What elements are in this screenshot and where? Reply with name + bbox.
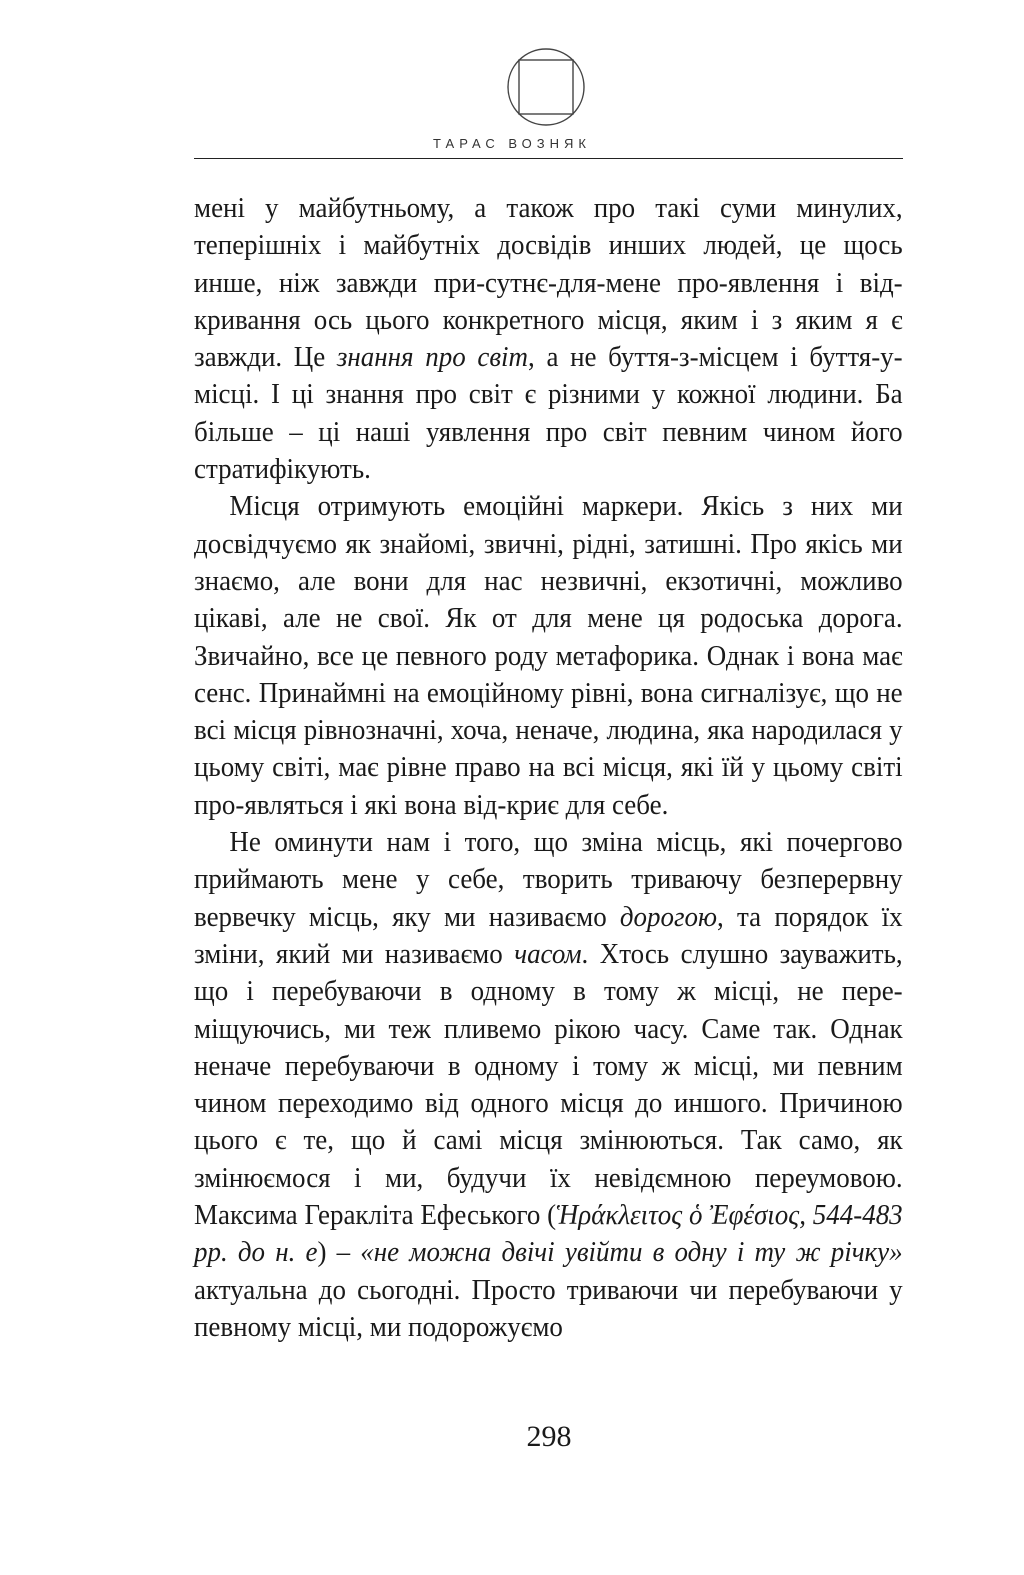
paragraph-2: Місця отримують емоційні маркери. Якісь з них ми досвідчуємо як знайомі, звичні, рідні, затишні. Про якісь ми знаємо, але вони для нас незвичні, екзотичні, можливо цікаві, але не свої. Як от для мене ця родоська дорога. Звичайно, все це певного роду метафорика. Однак і вона має сенс. Принаймні на емоційному рівні, вона сигналізує, що не всі місця рівнозначні, хоча, неначе, людина, яка народилася у цьому світі, має рівне право на всі місця, які їй у цьому світі про-являться і які вона від-криє для себе. <box>194 490 903 821</box>
paragraph-1 <box>194 190 903 488</box>
p3-text-a: Не оминути нам і того, що зміна місць, які почергово приймають мене у себе, творить триваючу безперервну вервечку місць, яку ми називаємо <box>194 826 903 933</box>
running-head: ТАРАС ВОЗНЯК <box>433 136 591 151</box>
header-rule <box>194 158 903 159</box>
p1-text-c: , а не буття-з-місцем і буття-у-місці. І ці знання про світ є різними у кожної людини. Ба більше – ці наші уявлення про світ певним чином його стратифікують. <box>194 341 903 486</box>
p1-text-a: мені у майбутньому, а також про такі суми минулих, теперішніх і майбутніх досвідів инших людей, це щось инше, ніж завжди при-сутнє-для-мене про-явлення і від-кривання ось цього конкретного місця, яким і з яким я є завжди. Це <box>194 192 903 374</box>
p1-italic-b: знання про світ <box>336 341 529 374</box>
p3-italic-h: «не можна двічі увійти в одну і ту ж річку» <box>360 1236 903 1269</box>
p3-text-g: ) – <box>317 1236 361 1269</box>
p3-text-i: актуальна до сьогодні. Просто триваючи чи перебуваючи у певному місці, ми подорожуємо <box>194 1273 903 1343</box>
paragraph-3 <box>194 824 903 1346</box>
p3-italic-f: Ἡράκλειτος ὁ Ἐφέσιος, 544-483 рр. до н. е <box>194 1199 903 1269</box>
page-number: 298 <box>526 1420 572 1453</box>
p3-italic-d: часом <box>514 937 582 970</box>
p3-italic-b: дорогою <box>619 900 718 933</box>
p3-text-c: , та порядок їх зміни, який ми називаємо <box>194 900 903 970</box>
circle-square-logo-icon <box>506 47 586 127</box>
p3-text-e: . Хтось слушно зауважить, що і перебуваючи в одному в тому ж місці, не пере-міщуючись, ми теж пливемо рікою часу. Саме так. Однак неначе перебуваючи в одному і тому ж місці, ми певним чином переходимо від одного місця до иншого. Причиною цього є те, що й самі місця змінюються. Так само, як змінюємося і ми, будучи їх невідємною переумовою. Максима Геракліта Ефеського ( <box>194 937 903 1232</box>
body-text <box>194 190 903 1346</box>
